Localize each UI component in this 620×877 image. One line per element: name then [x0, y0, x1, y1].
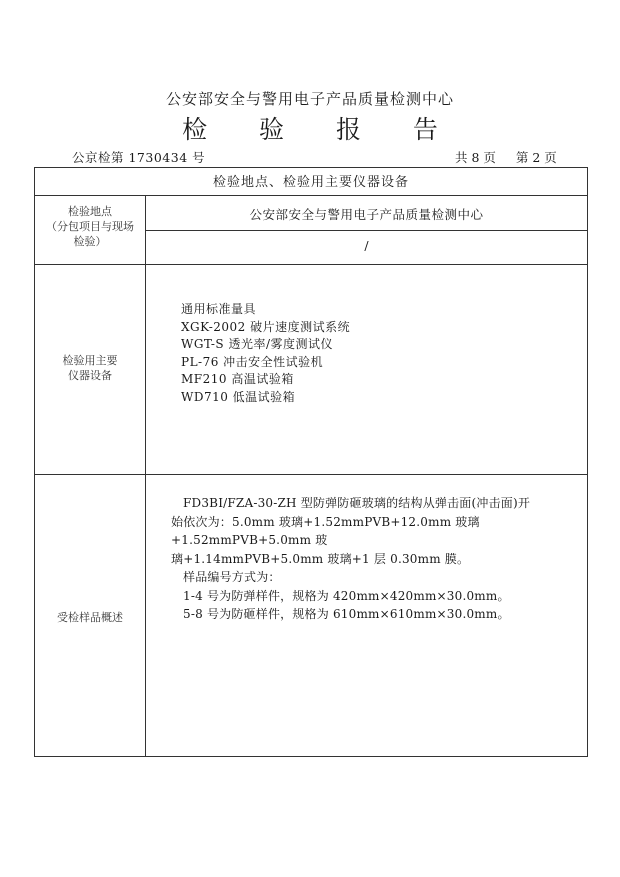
- organization-name: 公安部安全与警用电子产品质量检测中心: [165, 90, 454, 108]
- instrument-item: 通用标准量具: [181, 302, 257, 316]
- instruments-label-line: 检验用主要: [62, 354, 118, 367]
- total-pages: 共 8 页: [455, 150, 496, 165]
- sample-label: 受检样品概述: [57, 611, 123, 624]
- document-title: 检 验 报 告: [182, 115, 460, 144]
- column-divider: [145, 195, 146, 756]
- instruments-label-line: 仪器设备: [68, 369, 112, 382]
- divider: [145, 230, 588, 231]
- location-value: 公安部安全与警用电子产品质量检测中心: [249, 207, 484, 222]
- instrument-list: [181, 301, 350, 406]
- divider: [35, 264, 587, 265]
- instruments-label: [35, 353, 145, 383]
- divider: [35, 195, 587, 196]
- document-number: 公京检第 1730434 号: [72, 150, 206, 165]
- location-label-line: 检验）: [73, 235, 107, 248]
- location-label-line: （分包项目与现场: [46, 220, 134, 233]
- instrument-item: XGK-2002 破片速度测试系统: [181, 319, 351, 334]
- divider: [35, 474, 587, 475]
- sample-line: 5-8 号为防砸样件，规格为 610mm×610mm×30.0mm。: [183, 607, 510, 621]
- location-label: [35, 204, 145, 249]
- instrument-item: MF210 高温试验箱: [181, 372, 294, 386]
- instrument-item: PL-76 冲击安全性试验机: [181, 354, 324, 369]
- sample-description: [171, 494, 571, 624]
- page-info: [455, 148, 557, 166]
- sample-line: 始依次为：5.0mm 玻璃+1.52mmPVB+12.0mm 玻璃+1.52mmPVB+5.0mm 玻: [171, 514, 480, 547]
- sample-line: 样品编号方式为：: [183, 570, 281, 584]
- current-page: 第 2 页: [515, 150, 557, 165]
- report-table: [34, 167, 588, 757]
- sample-line: 1-4 号为防弹样件，规格为 420mm×420mm×30.0mm。: [183, 588, 510, 603]
- location-label-line: 检验地点: [68, 205, 112, 218]
- section-title: 检验地点、检验用主要仪器设备: [212, 175, 409, 190]
- instrument-item: WD710 低温试验箱: [181, 389, 296, 404]
- location-subcontract-value: /: [364, 238, 369, 253]
- sample-line: 璃+1.14mmPVB+5.0mm 玻璃+1 层 0.30mm 膜。: [171, 551, 470, 566]
- sample-line: FD3BI/FZA-30-ZH 型防弹防砸玻璃的结构从弹击面(冲击面)开: [183, 496, 531, 510]
- instrument-item: WGT-S 透光率/雾度测试仪: [181, 337, 334, 351]
